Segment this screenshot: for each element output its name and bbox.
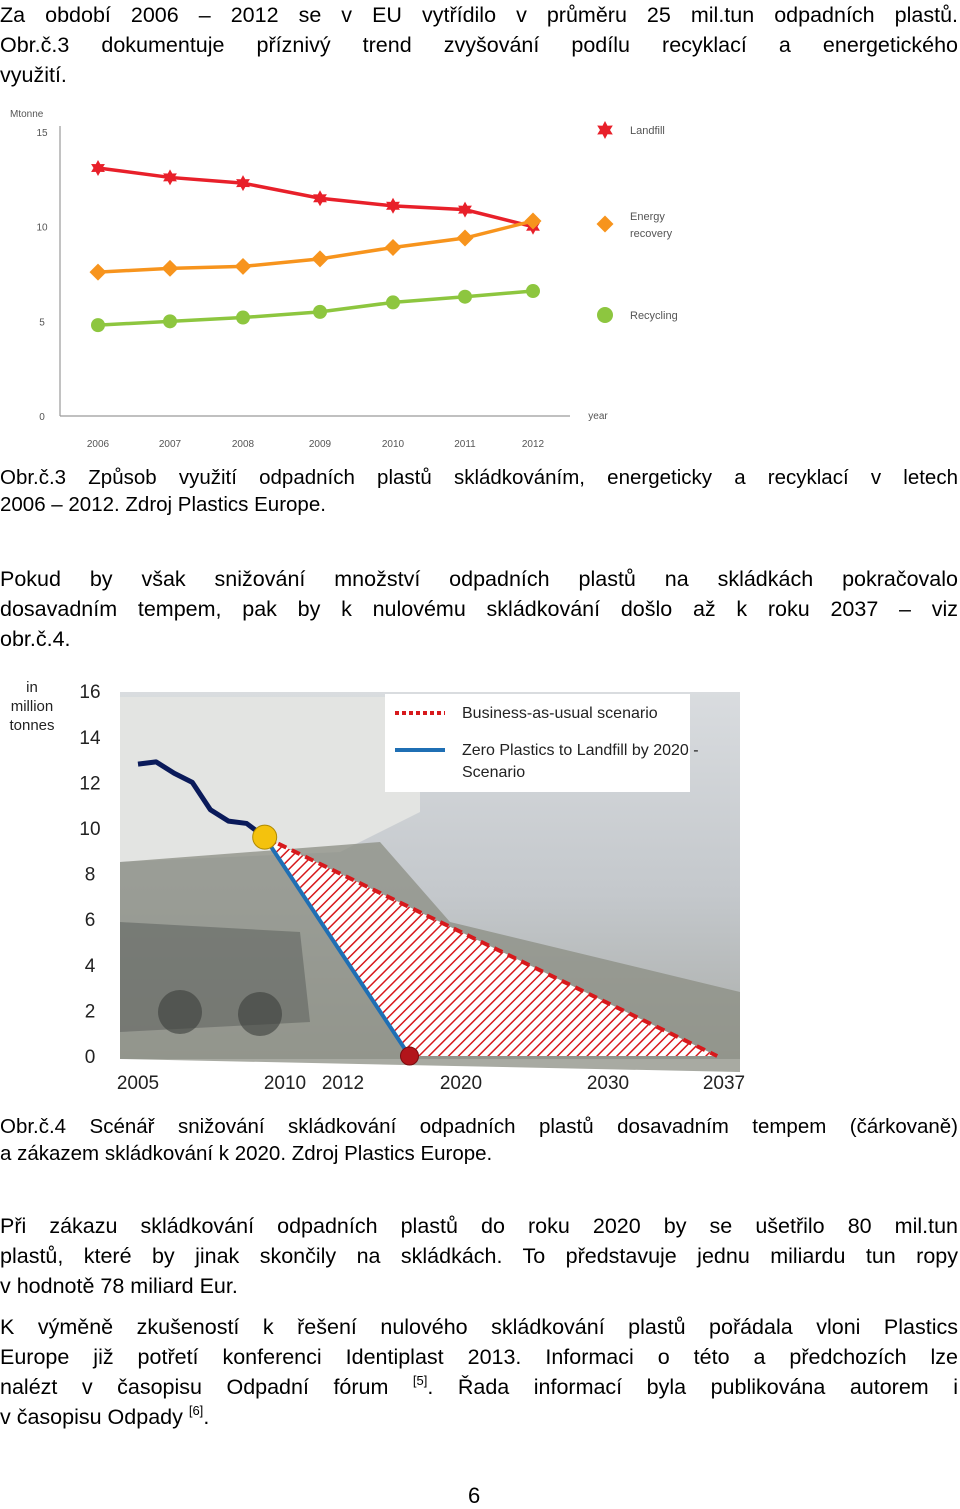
reference-6: [6] <box>188 1403 204 1418</box>
data-point <box>313 305 327 319</box>
data-point <box>526 284 540 298</box>
x-axis-label: year <box>588 411 608 422</box>
text-line: K výměně zkušeností k řešení nulového skládkování plastů pořádala vloni Plastics <box>0 1315 958 1339</box>
x-tick-label: 2010 <box>263 1073 307 1092</box>
text-line: obr.č.4. <box>0 627 71 651</box>
page-number: 6 <box>468 1483 481 1508</box>
legend-label: Energy recovery <box>630 211 673 240</box>
text-line: využití. <box>0 63 67 87</box>
x-tick-label: 2010 <box>381 439 405 450</box>
legend-label: Landfill <box>630 125 665 137</box>
legend-label: Recycling <box>630 310 678 322</box>
x-tick-label: 2012 <box>521 439 545 450</box>
caption-line: Obr.č.4 Scénář snižování skládkování odpadních plastů dosavadním tempem (čárkovaně) <box>0 1115 958 1138</box>
x-tick-label: 2037 <box>702 1073 746 1092</box>
truck-wheel-shape <box>158 990 202 1034</box>
data-point <box>458 290 472 304</box>
legend-marker <box>597 307 613 323</box>
text-line: plastů, které by jinak skončily na skládkách. To představuje jednu miliardu tun ropy <box>0 1244 958 1268</box>
y-tick-label: 6 <box>84 910 96 932</box>
text-line-with-reference <box>0 1402 958 1432</box>
data-point <box>91 318 105 332</box>
y-tick-label: 0 <box>84 1047 96 1068</box>
text-fragment: v časopisu Odpady <box>0 1405 189 1429</box>
text-fragment: . <box>203 1405 210 1429</box>
truck-wheel-shape <box>238 992 282 1036</box>
x-tick-label: 2009 <box>308 439 332 450</box>
y-tick-label: 12 <box>79 773 101 795</box>
legend-marker <box>597 121 613 139</box>
x-tick-label: 2011 <box>454 439 476 450</box>
data-point <box>235 258 252 275</box>
y-tick-label: 10 <box>79 819 101 840</box>
caption-line: Obr.č.3 Způsob využití odpadních plastů skládkováním, energeticky a recyklací v letech <box>0 466 958 489</box>
text-line: Za období 2006 – 2012 se v EU vytřídilo v průměru 25 mil.tun odpadních plastů. <box>0 3 958 27</box>
y-tick-label: 14 <box>79 727 101 749</box>
data-point <box>312 250 329 267</box>
series-line-energy-recovery <box>98 221 533 272</box>
conference-paragraph <box>0 1312 958 1432</box>
data-point <box>162 260 179 277</box>
intro-paragraph <box>0 0 958 90</box>
caption-line: a zákazem skládkování k 2020. Zdroj Plastics Europe. <box>0 1142 493 1165</box>
y-tick-label: 0 <box>39 412 45 423</box>
y-tick-label: 4 <box>84 955 96 977</box>
scenario-paragraph <box>0 564 958 654</box>
savings-paragraph <box>0 1211 958 1301</box>
current-point-marker <box>253 825 277 849</box>
x-tick-label: 2030 <box>586 1073 630 1092</box>
x-tick-label: 2005 <box>116 1073 160 1092</box>
y-tick-label: 16 <box>79 682 101 704</box>
data-point <box>457 230 474 247</box>
text-line: dosavadním tempem, pak by k nulovému skládkování došlo až k roku 2037 – viz <box>0 597 958 621</box>
x-tick-label: 2007 <box>158 439 182 450</box>
x-tick-label: 2008 <box>231 439 255 450</box>
y-axis-label: in million tonnes <box>9 679 55 734</box>
text-line: Pokud by však snižování množství odpadních plastů na skládkách pokračovalo <box>0 567 958 591</box>
text-line: Obr.č.3 dokumentuje příznivý trend zvyšování podílu recyklací a energetického <box>0 33 958 57</box>
data-point <box>386 295 400 309</box>
y-tick-label: 15 <box>36 128 48 139</box>
target-point-marker <box>401 1047 419 1065</box>
data-point <box>163 314 177 328</box>
y-tick-label: 5 <box>39 317 45 329</box>
figure-3-caption <box>0 464 958 518</box>
text-line: v hodnotě 78 miliard Eur. <box>0 1274 238 1298</box>
data-point <box>90 264 107 281</box>
y-axis-label: Mtonne <box>10 109 44 120</box>
legend-marker <box>597 216 614 233</box>
y-tick-label: 8 <box>84 864 96 886</box>
text-line: Europe již potřetí konferenci Identiplast 2013. Informaci o této a předchozích lze <box>0 1345 958 1369</box>
landfill-scenario-chart <box>0 672 760 1092</box>
text-line: Při zákazu skládkování odpadních plastů do roku 2020 by se ušetřilo 80 mil.tun <box>0 1214 958 1238</box>
y-tick-label: 10 <box>36 222 48 234</box>
data-point <box>385 239 402 256</box>
text-fragment: . Řada informací byla publikována autorem i <box>427 1375 958 1399</box>
x-tick-label: 2012 <box>321 1073 365 1092</box>
text-fragment: nalézt v časopisu Odpadní fórum <box>0 1375 413 1399</box>
x-tick-label: 2006 <box>86 439 110 450</box>
caption-line: 2006 – 2012. Zdroj Plastics Europe. <box>0 493 326 516</box>
legend-label: Zero Plastics to Landfill by 2020 -Scenario <box>462 742 699 781</box>
figure-4-caption <box>0 1113 958 1167</box>
data-point <box>236 311 250 325</box>
reference-5: [5] <box>412 1373 428 1388</box>
text-line-with-reference <box>0 1372 958 1402</box>
x-tick-label: 2020 <box>439 1073 483 1092</box>
recovery-trend-chart <box>0 100 740 460</box>
y-tick-label: 2 <box>84 1001 96 1023</box>
legend-label: Business-as-usual scenario <box>462 705 658 722</box>
